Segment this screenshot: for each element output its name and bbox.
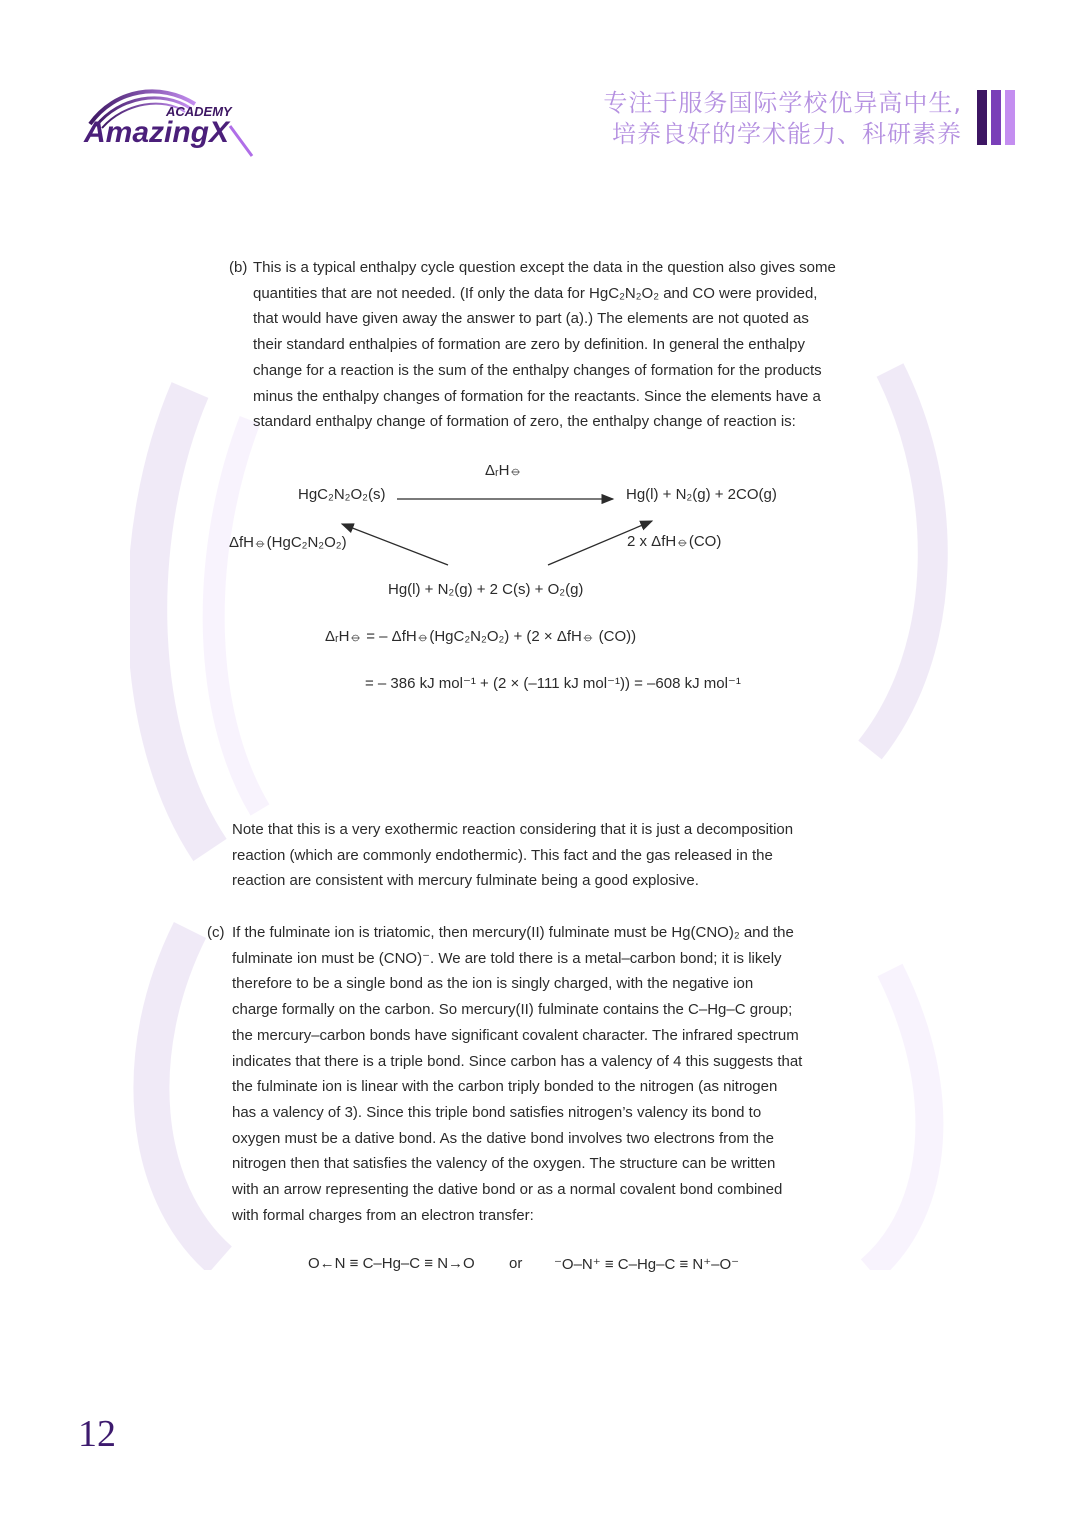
structure-or-text: or (509, 1255, 523, 1272)
formation-enthalpy-co-label: 2 x ΔfH⦵(CO) (627, 533, 722, 550)
enthalpy-cycle-diagram (220, 450, 860, 710)
part-c-label: (c) (207, 924, 225, 941)
part-c-line: with an arrow representing the dative bond or as a normal covalent bond combined (232, 1181, 783, 1199)
part-b-line: This is a typical enthalpy cycle question except the data in the question also gives some (253, 259, 836, 276)
part-b-label: (b) (229, 259, 248, 276)
note-line: reaction are consistent with mercury fulminate being a good explosive. (232, 872, 699, 890)
formation-enthalpy-reactant-label: ΔfH⦵(HgC₂N₂O₂) (229, 534, 347, 551)
logo-amazingx-text: AmazingX (84, 116, 230, 149)
brand-bar-mid (991, 90, 1001, 145)
part-c-line: indicates that there is a triple bond. Since carbon has a valency of 4 this suggests that (232, 1052, 803, 1070)
part-c-line: charge formally on the carbon. So mercury(II) fulminate contains the C–Hg–C group; (232, 1001, 793, 1019)
part-c-line: fulminate ion must be (CNO)⁻. We are told there is a metal–carbon bond; it is likely (232, 949, 782, 967)
part-c-line: has a valency of 3). Since this triple bond satisfies nitrogen’s valency its bond to (232, 1103, 762, 1121)
part-c-line: the fulminate ion is linear with the carbon triply bonded to the nitrogen (as nitrogen (232, 1078, 778, 1096)
note-line: Note that this is a very exothermic reaction considering that it is just a decomposition (232, 821, 794, 838)
part-c-line: with formal charges from an electron transfer: (232, 1206, 534, 1224)
formal-charge-structure: ⁻O–N⁺ ≡ C–Hg–C ≡ N⁺–O⁻ (554, 1256, 740, 1273)
part-b-line: quantities that are not needed. (If only the data for HgC₂N₂O₂ and CO were provided, (253, 284, 818, 302)
part-b-paragraph (253, 255, 873, 435)
part-c-line: therefore to be a single bond as the ion is singly charged, with the negative ion (232, 975, 754, 993)
reaction-enthalpy-label: ΔᵣH⦵ (485, 462, 523, 479)
page-number: 12 (78, 1413, 116, 1455)
amazingx-academy-logo (80, 84, 260, 160)
part-b-line: their standard enthalpies of formation are zero by definition. In general the enthalpy (253, 336, 806, 354)
brand-bar-light (1005, 90, 1015, 145)
part-b-line: minus the enthalpy changes of formation for the reactants. Since the elements have a (253, 387, 821, 405)
enthalpy-equation-line-2: = – 386 kJ mol⁻¹ + (2 × (–111 kJ mol⁻¹)) = –608 kJ mol⁻¹ (365, 675, 741, 692)
slogan-line-1: 专注于服务国际学校优异高中生, (603, 89, 962, 117)
enthalpy-equation-line-1: ΔᵣH⦵ = – ΔfH⦵(HgC₂N₂O₂) + (2 × ΔfH⦵ (CO)) (325, 628, 637, 645)
part-c-line: nitrogen then that satisfies the valency of the oxygen. The structure can be written (232, 1155, 776, 1173)
slogan-line-2: 培养良好的学术能力、科研素养 (612, 120, 962, 148)
part-b-line: that would have given away the answer to part (a).) The elements are not quoted as (253, 310, 809, 328)
part-c-line: If the fulminate ion is triatomic, then mercury(II) fulminate must be Hg(CNO)₂ and the (232, 924, 794, 941)
part-b-line: change for a reaction is the sum of the enthalpy changes of formation for the products (253, 361, 822, 379)
dative-bond-structure: O←N ≡ C–Hg–C ≡ N→O (308, 1255, 475, 1272)
part-b-line: standard enthalpy change of formation of zero, the enthalpy change of reaction is: (253, 413, 796, 431)
part-c-line: the mercury–carbon bonds have significant covalent character. The infrared spectrum (232, 1026, 799, 1044)
brand-bar-dark (977, 90, 987, 145)
reactant-formula: HgC₂N₂O₂(s) (298, 486, 386, 503)
products-formula: Hg(l) + N₂(g) + 2CO(g) (626, 486, 777, 503)
formation-arrow-left (342, 524, 448, 565)
note-line: reaction (which are commonly endothermic). This fact and the gas released in the (232, 846, 773, 864)
elements-formula: Hg(l) + N₂(g) + 2 C(s) + O₂(g) (388, 581, 584, 598)
part-c-line: oxygen must be a dative bond. As the dative bond involves two electrons from the (232, 1129, 774, 1147)
logo-academy-text: ACADEMY (166, 104, 232, 119)
note-paragraph (232, 817, 852, 894)
part-c-paragraph (232, 920, 852, 1228)
fulminate-structures (308, 1255, 828, 1283)
